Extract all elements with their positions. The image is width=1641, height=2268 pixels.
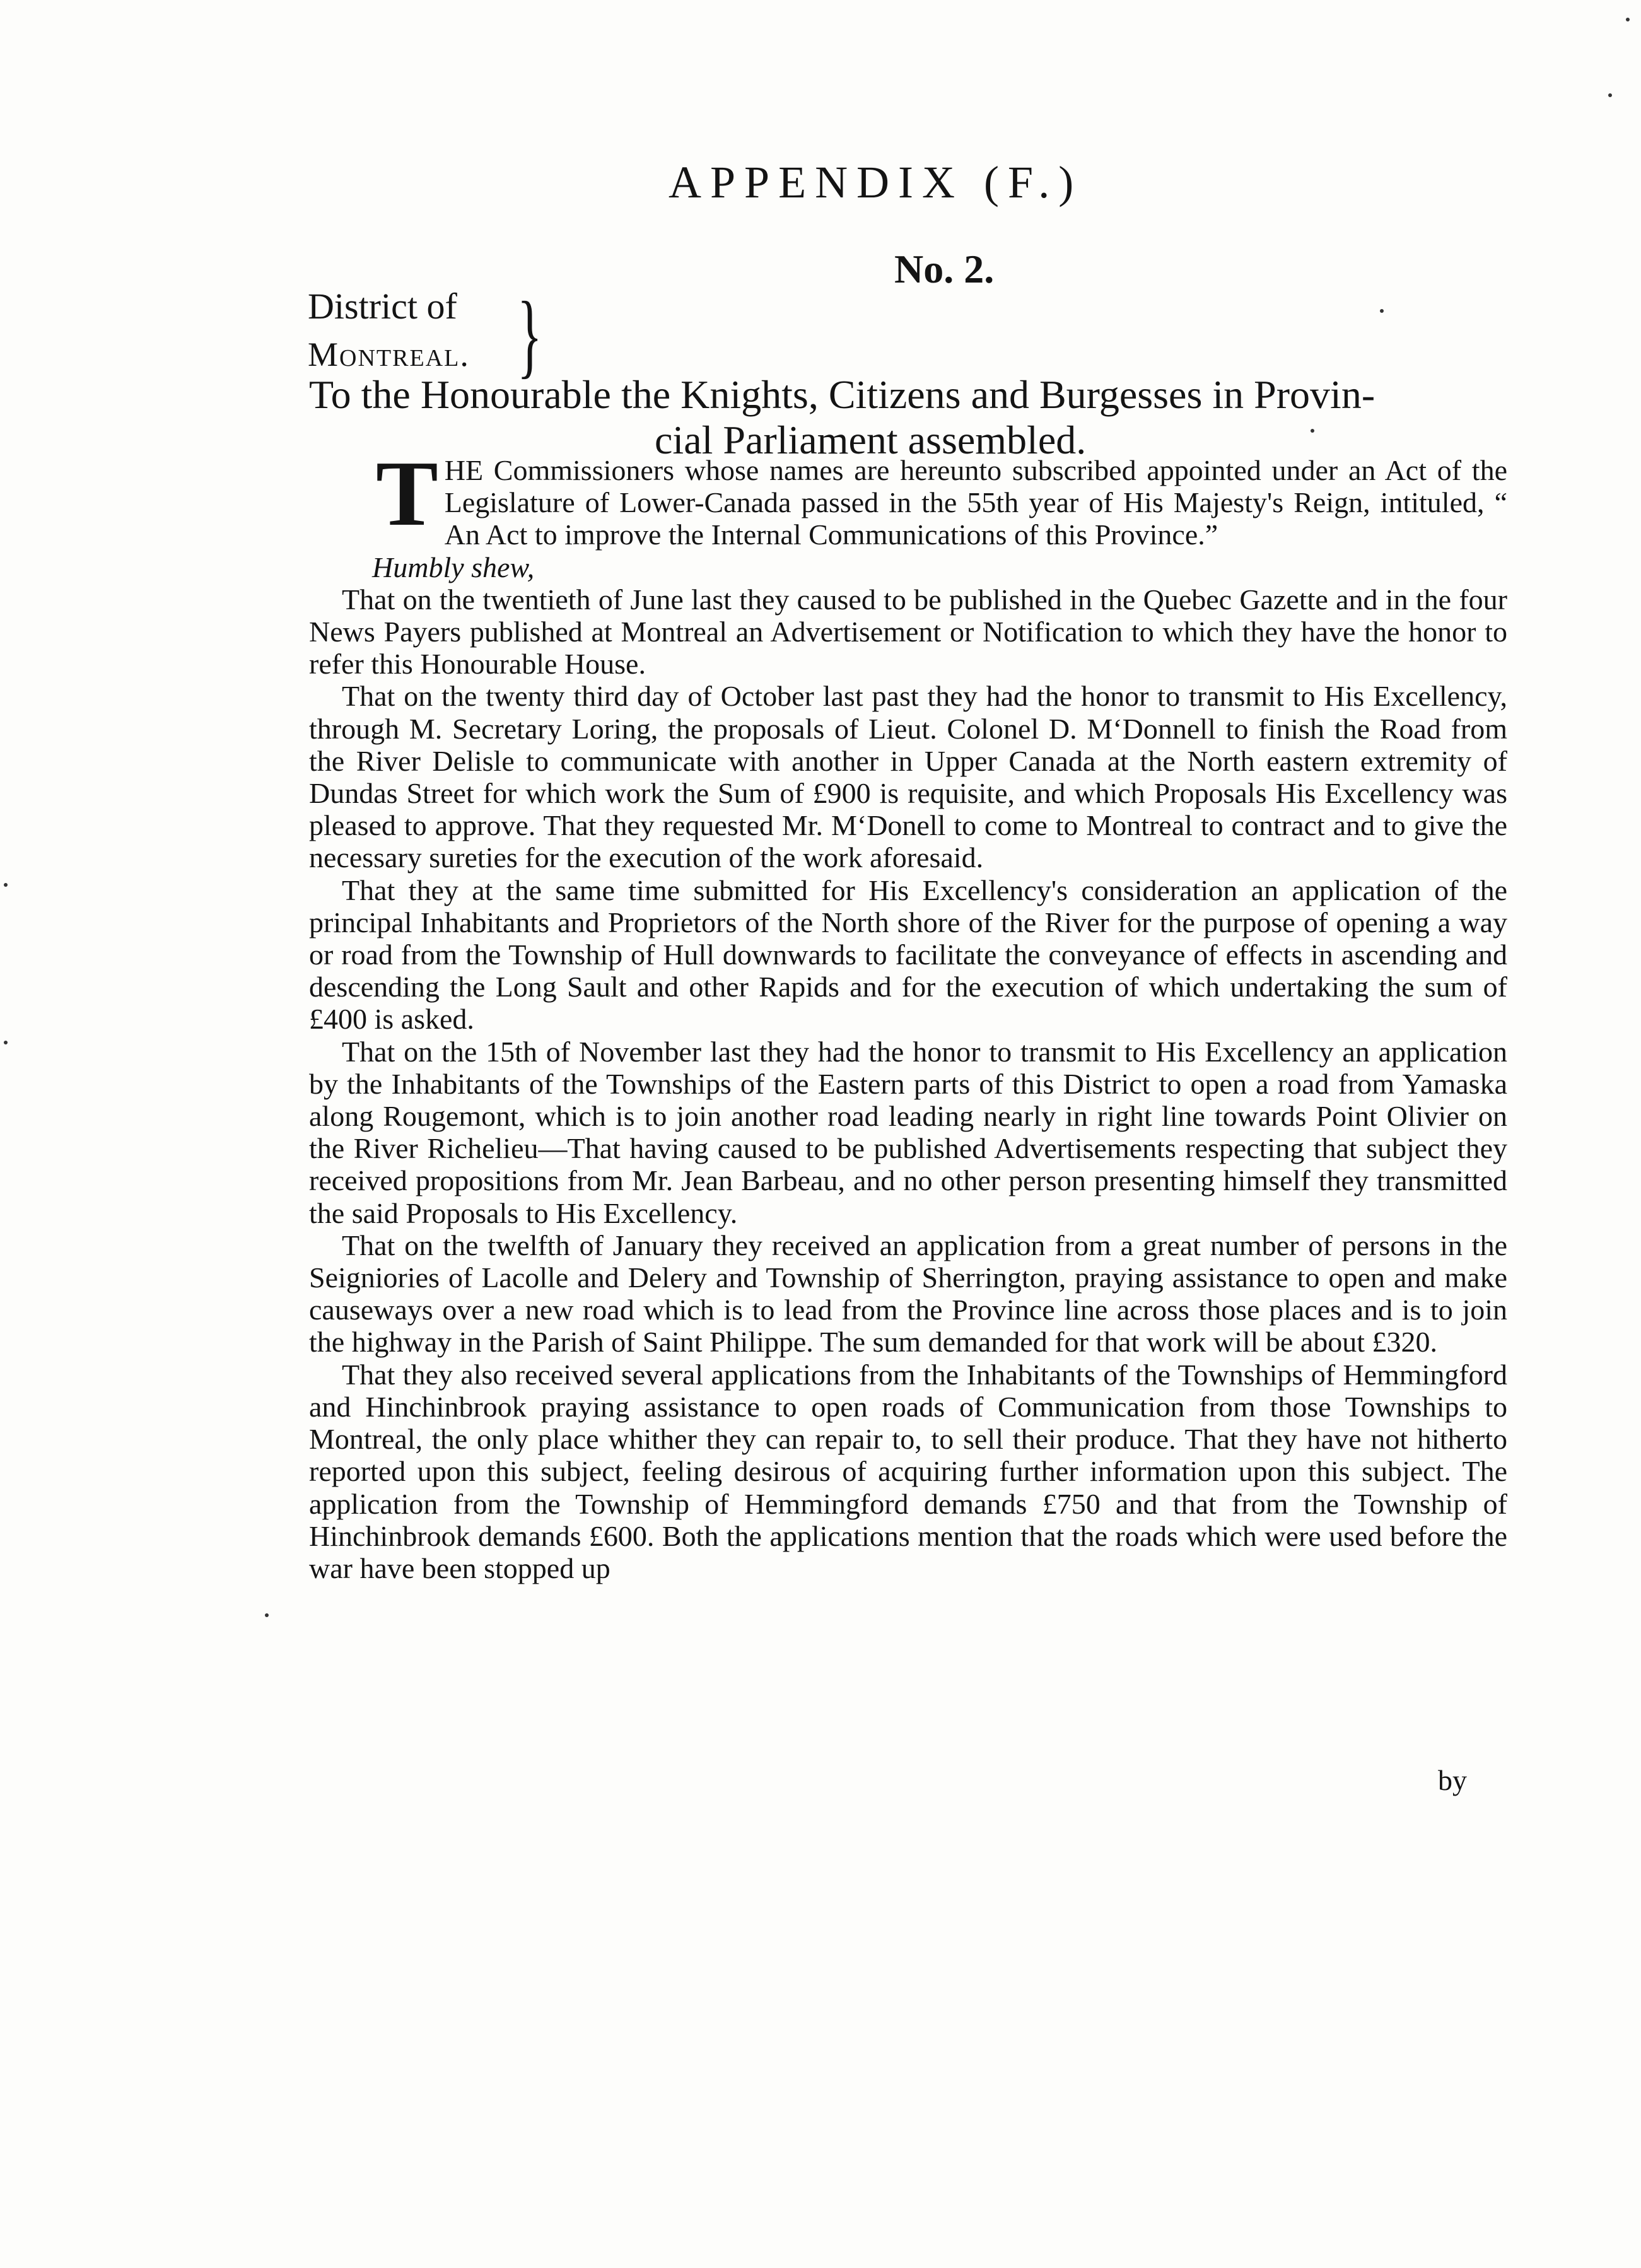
- speck: [1626, 18, 1630, 21]
- paragraph-3: That on the twenty third day of October last past they had the honor to transmit to His Excellency, through M. Secretary Loring, the proposals of Lieut. Colonel D. M‘Donnell to finish the Road from the River Delisle to communicate with another in Upper Canada at the North eastern extremity of Dundas Street for which work the Sum of £900 is requisite, and which Proposals His Excellency was pleased to approve. That they requested Mr. M‘Donell to come to Montreal to contract and to give the necessary sureties for the execution of the work aforesaid.: [309, 680, 1507, 874]
- speck: [1608, 93, 1612, 97]
- paragraph-2: That on the twentieth of June last they caused to be published in the Quebec Gazette and in the four News Payers published at Montreal an Advertisement or Notification to which they have the honor to refer this Honourable House.: [309, 583, 1507, 681]
- address-heading: [309, 372, 1507, 463]
- speck: [265, 1613, 269, 1617]
- district-line-2: Montreal.: [308, 336, 470, 373]
- speck: [4, 883, 8, 887]
- speck: [4, 1041, 8, 1044]
- catchword: by: [1438, 1764, 1467, 1796]
- district-label: [308, 283, 470, 378]
- paragraph-7: That they also received several applications from the Inhabitants of the Townships of Hemmingford and Hinchinbrook praying assistance to open roads of Communication from those Townships to Montreal, the only place whither they can repair to, to sell their produce. That they have not hitherto reported upon this subject, feeling desirous of acquiring further information upon this subject. The application from the Township of Hemmingford demands £750 and that from the Township of Hinchinbrook demands £600. Both the applications mention that the roads which were used before the war have been stopped up: [309, 1358, 1507, 1584]
- humbly-shew: Humbly shew,: [372, 551, 535, 583]
- document-number: No. 2.: [894, 247, 995, 291]
- paragraph-1: [309, 442, 1507, 551]
- address-line-2: cial Parliament assembled.: [655, 418, 1087, 462]
- paragraph-6: That on the twelfth of January they received an application from a great number of persons in the Seigniories of Lacolle and Delery and Township of Sherrington, praying assistance to open and make causeways over a new road which is to lead from the Province line across those places and is to join the highway in the Parish of Saint Philippe. The sum demanded for that work will be about £320.: [309, 1229, 1507, 1359]
- speck: [1311, 429, 1314, 433]
- appendix-title: APPENDIX (F.): [669, 157, 1083, 208]
- drop-cap: T: [376, 442, 438, 546]
- petition-body: [309, 442, 1507, 1584]
- brace-icon: }: [517, 283, 542, 387]
- speck: [1380, 309, 1384, 313]
- paragraph-1-text: HE Commissioners whose names are hereunto subscribed appointed under an Act of the Legislature of Lower-Canada passed in the 55th year of His Majesty's Reign, intituled, “ An Act to improve the Internal Communications of this Province.”: [444, 454, 1507, 551]
- address-line-1: To the Honourable the Knights, Citizens and Burgesses in Provin-: [309, 372, 1375, 417]
- paragraph-5: That on the 15th of November last they had the honor to transmit to His Excellency an application by the Inhabitants of the Townships of the Eastern parts of this District to open a road from Yamaska along Rougemont, which is to join another road leading nearly in right line towards Point Olivier on the River Richelieu—That having caused to be published Advertisements respecting that subject they received propositions from Mr. Jean Barbeau, and no other person presenting himself they transmitted the said Proposals to His Excellency.: [309, 1035, 1507, 1229]
- district-line-1: District of: [308, 286, 457, 327]
- paragraph-4: That they at the same time submitted for His Excellency's consideration an application of the principal Inhabitants and Proprietors of the North shore of the River for the purpose of opening a way or road from the Township of Hull downwards to facilitate the conveyance of effects in ascending and descending the Long Sault and other Rapids and for the execution of which undertaking the sum of £400 is asked.: [309, 874, 1507, 1036]
